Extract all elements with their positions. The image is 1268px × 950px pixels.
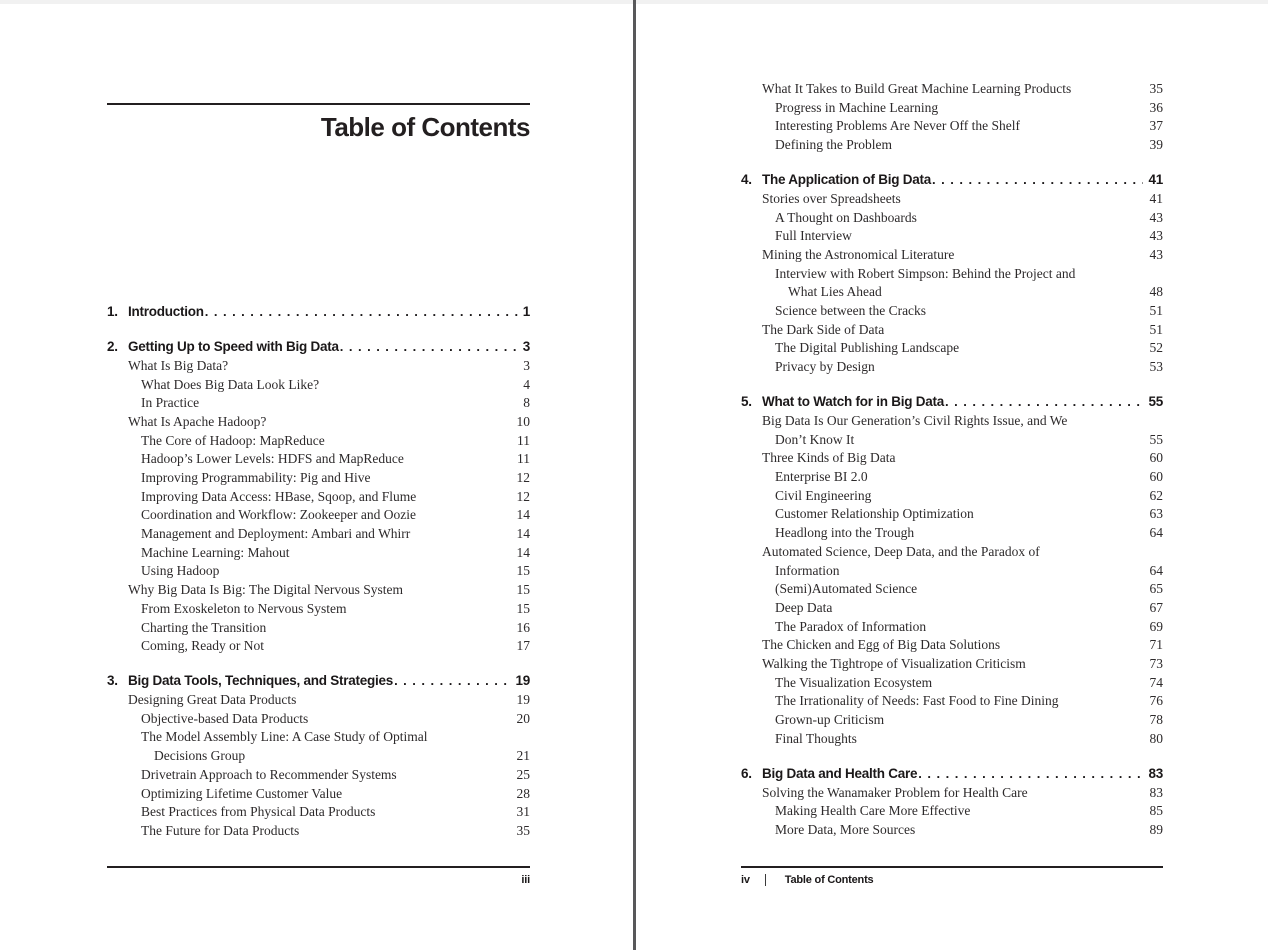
entry-title: Three Kinds of Big Data xyxy=(762,450,896,466)
entry-title: The Future for Data Products xyxy=(141,822,300,838)
toc-entry xyxy=(741,321,1163,340)
entry-page-number: 12 xyxy=(516,488,530,504)
dot-leader xyxy=(394,672,510,691)
entry-page-number: 11 xyxy=(517,451,530,467)
entry-title: Progress in Machine Learning xyxy=(775,99,939,115)
entry-page-number: 8 xyxy=(523,395,530,411)
entry-title: Machine Learning: Mahout xyxy=(141,544,290,560)
entry-page-number: 3 xyxy=(523,357,530,373)
toc-chapter-entry xyxy=(741,765,1163,784)
left-page-footer xyxy=(107,866,530,886)
toc-entry xyxy=(107,394,530,413)
entry-page-number: 78 xyxy=(1149,712,1163,727)
entry-title: Objective-based Data Products xyxy=(141,710,309,726)
toc-entry xyxy=(107,432,530,451)
entry-title: Coordination and Workflow: Zookeeper and Oozie xyxy=(141,507,416,523)
entry-page-number: 43 xyxy=(1149,228,1163,244)
toc-entry xyxy=(741,487,1163,506)
entry-title: Best Practices from Physical Data Products xyxy=(141,804,376,820)
toc-entry xyxy=(741,339,1163,358)
entry-page-number: 64 xyxy=(1149,562,1163,578)
toc-entry xyxy=(741,136,1163,155)
toc-entry xyxy=(741,117,1163,136)
entry-page-number: 35 xyxy=(1149,81,1163,96)
entry-page-number: 55 xyxy=(1149,431,1163,447)
entry-title: Why Big Data Is Big: The Digital Nervous System xyxy=(128,582,403,598)
toc-entry xyxy=(107,413,530,432)
chapter-number: 6. xyxy=(741,765,752,781)
entry-page-number: 51 xyxy=(1149,303,1163,319)
entry-title: What Does Big Data Look Like? xyxy=(141,376,320,392)
chapter-number: 5. xyxy=(741,394,752,410)
entry-title: Science between the Cracks xyxy=(775,303,927,319)
toc-entries-right xyxy=(741,80,1163,840)
toc-entry xyxy=(107,822,530,841)
dot-leader xyxy=(340,338,518,357)
entry-title: Hadoop’s Lower Levels: HDFS and MapReduce xyxy=(141,451,404,467)
toc-entry xyxy=(741,599,1163,618)
entry-page-number: 15 xyxy=(516,563,530,579)
toc-entries-left xyxy=(107,303,530,841)
entry-title: Coming, Ready or Not xyxy=(141,638,264,654)
entry-title: The Model Assembly Line: A Case Study of Optimal xyxy=(141,729,428,745)
chapter-title: Big Data Tools, Techniques, and Strategies xyxy=(128,673,394,689)
toc-entry-line1 xyxy=(741,412,1163,431)
entry-page-number: 83 xyxy=(1149,784,1163,800)
entry-title: Walking the Tightrope of Visualization Criticism xyxy=(762,655,1026,671)
toc-entry xyxy=(741,730,1163,749)
entry-page-number: 14 xyxy=(516,507,530,523)
entry-title: Mining the Astronomical Literature xyxy=(762,247,955,262)
chapter-page-number: 3 xyxy=(522,339,530,355)
toc-entry xyxy=(107,691,530,710)
entry-page-number: 60 xyxy=(1149,469,1163,485)
toc-entry-line2 xyxy=(107,747,530,766)
footer-separator xyxy=(765,874,766,886)
dot-leader xyxy=(932,171,1143,190)
toc-entry xyxy=(107,710,530,729)
entry-page-number: 17 xyxy=(516,638,530,654)
entry-page-number: 71 xyxy=(1149,637,1163,653)
toc-entry-line1 xyxy=(107,728,530,747)
entry-page-number: 53 xyxy=(1149,359,1163,375)
chapter-page-number: 83 xyxy=(1148,765,1163,781)
dot-leader xyxy=(205,303,518,322)
toc-entry xyxy=(741,636,1163,655)
toc-entry xyxy=(107,544,530,563)
entry-page-number: 89 xyxy=(1149,821,1163,837)
entry-title: From Exoskeleton to Nervous System xyxy=(141,600,347,616)
chapter-title: Getting Up to Speed with Big Data xyxy=(128,339,339,355)
entry-title-continued: What Lies Ahead xyxy=(788,284,882,300)
entry-page-number: 51 xyxy=(1149,321,1163,337)
entry-title: A Thought on Dashboards xyxy=(775,209,917,225)
chapter-page-number: 19 xyxy=(515,673,530,689)
chapter-page-number: 55 xyxy=(1148,394,1163,410)
entry-title: The Chicken and Egg of Big Data Solutions xyxy=(762,637,1001,653)
entry-page-number: 69 xyxy=(1149,618,1163,634)
chapter-number: 4. xyxy=(741,172,752,188)
entry-title: What Is Big Data? xyxy=(128,357,229,373)
entry-page-number: 11 xyxy=(517,432,530,448)
entry-title-continued: Don’t Know It xyxy=(775,431,855,447)
toc-entry xyxy=(741,190,1163,209)
entry-title: The Core of Hadoop: MapReduce xyxy=(141,432,325,448)
entry-page-number: 80 xyxy=(1149,730,1163,746)
entry-page-number: 67 xyxy=(1149,599,1163,615)
entry-page-number: 28 xyxy=(516,785,530,801)
toc-entry xyxy=(741,209,1163,228)
toc-entry xyxy=(107,562,530,581)
entry-title: What Is Apache Hadoop? xyxy=(128,413,267,429)
toc-entry xyxy=(741,80,1163,99)
page-spread-divider xyxy=(633,0,636,950)
toc-entry xyxy=(107,450,530,469)
entry-page-number: 16 xyxy=(516,619,530,635)
entry-title: Using Hadoop xyxy=(141,563,220,579)
folio-left: iii xyxy=(521,874,530,886)
toc-entry xyxy=(107,619,530,638)
entry-page-number: 37 xyxy=(1149,118,1163,134)
entry-title: The Digital Publishing Landscape xyxy=(775,340,960,356)
toc-entry xyxy=(741,784,1163,803)
entry-page-number: 12 xyxy=(516,470,530,485)
entry-title: Privacy by Design xyxy=(775,359,875,375)
entry-title: Charting the Transition xyxy=(141,619,267,635)
toc-entry xyxy=(741,580,1163,599)
entry-page-number: 62 xyxy=(1149,487,1163,503)
entry-page-number: 31 xyxy=(516,804,530,820)
toc-entry xyxy=(107,357,530,376)
toc-entry xyxy=(107,785,530,804)
entry-title: Headlong into the Trough xyxy=(775,525,915,541)
toc-entry xyxy=(107,600,530,619)
toc-entry xyxy=(741,246,1163,265)
toc-entry xyxy=(107,803,530,822)
entry-title-continued: Decisions Group xyxy=(154,748,246,764)
right-page xyxy=(741,0,1163,950)
entry-title: Deep Data xyxy=(775,599,833,615)
toc-entry xyxy=(107,637,530,656)
toc-entry xyxy=(741,524,1163,543)
entry-title: Management and Deployment: Ambari and Whirr xyxy=(141,526,411,542)
entry-title: In Practice xyxy=(141,395,200,411)
toc-title-block xyxy=(107,103,530,143)
entry-title: The Visualization Ecosystem xyxy=(775,674,933,690)
chapter-page-number: 1 xyxy=(522,304,530,319)
toc-entry-line1 xyxy=(741,265,1163,284)
toc-entry xyxy=(741,711,1163,730)
toc-entry xyxy=(741,358,1163,377)
entry-page-number: 19 xyxy=(516,692,530,708)
entry-title: More Data, More Sources xyxy=(775,821,916,837)
folio-right: iv xyxy=(741,874,750,886)
entry-title: Interesting Problems Are Never Off the Shelf xyxy=(775,118,1020,134)
toc-entry xyxy=(107,488,530,507)
toc-chapter-entry xyxy=(107,672,530,691)
toc-entry-line2 xyxy=(741,562,1163,581)
entry-page-number: 73 xyxy=(1149,655,1163,671)
toc-entry xyxy=(107,581,530,600)
toc-entry xyxy=(741,468,1163,487)
toc-entry xyxy=(741,692,1163,711)
toc-entry xyxy=(741,821,1163,840)
entry-title: Improving Programmability: Pig and Hive xyxy=(141,470,371,485)
entry-title: Grown-up Criticism xyxy=(775,712,885,727)
chapter-title: What to Watch for in Big Data xyxy=(762,394,944,410)
left-page xyxy=(107,0,530,950)
entry-title: Automated Science, Deep Data, and the Paradox of xyxy=(762,543,1040,559)
toc-entry xyxy=(741,227,1163,246)
entry-title: (Semi)Automated Science xyxy=(775,581,918,597)
entry-page-number: 10 xyxy=(516,413,530,429)
entry-page-number: 52 xyxy=(1149,340,1163,356)
entry-title: Designing Great Data Products xyxy=(128,692,297,708)
entry-page-number: 43 xyxy=(1149,247,1163,262)
entry-page-number: 15 xyxy=(516,582,530,598)
entry-page-number: 74 xyxy=(1149,674,1163,690)
entry-title-continued: Information xyxy=(775,562,840,578)
chapter-number: 2. xyxy=(107,339,118,355)
entry-page-number: 65 xyxy=(1149,581,1163,597)
entry-title: Drivetrain Approach to Recommender Systems xyxy=(141,766,397,782)
toc-entry xyxy=(741,655,1163,674)
toc-entry-line1 xyxy=(741,543,1163,562)
chapter-title: Introduction xyxy=(128,304,204,319)
toc-entry xyxy=(107,766,530,785)
toc-entry-line2 xyxy=(741,283,1163,302)
footer-running-title: Table of Contents xyxy=(784,874,874,886)
entry-title: Customer Relationship Optimization xyxy=(775,506,974,522)
entry-title: Improving Data Access: HBase, Sqoop, and Flume xyxy=(141,488,417,504)
entry-page-number: 21 xyxy=(516,748,530,764)
toc-entry xyxy=(741,302,1163,321)
entry-page-number: 36 xyxy=(1149,99,1163,115)
toc-chapter-entry xyxy=(741,393,1163,412)
entry-title: Optimizing Lifetime Customer Value xyxy=(141,785,343,801)
toc-entry xyxy=(107,469,530,488)
entry-page-number: 25 xyxy=(516,766,530,782)
toc-chapter-entry xyxy=(107,303,530,322)
entry-title: Defining the Problem xyxy=(775,137,892,153)
entry-page-number: 85 xyxy=(1149,803,1163,819)
entry-title: Full Interview xyxy=(775,228,852,244)
entry-title: Stories over Spreadsheets xyxy=(762,190,901,206)
entry-page-number: 41 xyxy=(1149,190,1163,206)
entry-page-number: 76 xyxy=(1149,693,1163,709)
toc-entry xyxy=(741,618,1163,637)
entry-page-number: 48 xyxy=(1149,284,1163,300)
toc-entry xyxy=(741,449,1163,468)
toc-entry xyxy=(107,525,530,544)
chapter-title: The Application of Big Data xyxy=(762,172,932,188)
entry-title: Making Health Care More Effective xyxy=(775,803,971,819)
entry-title: Solving the Wanamaker Problem for Health Care xyxy=(762,784,1028,800)
entry-title: The Paradox of Information xyxy=(775,618,927,634)
entry-title: Big Data Is Our Generation’s Civil Rights Issue, and We xyxy=(762,413,1068,428)
entry-page-number: 14 xyxy=(516,544,530,560)
chapter-title: Big Data and Health Care xyxy=(762,765,918,781)
entry-title: Civil Engineering xyxy=(775,487,872,503)
entry-page-number: 39 xyxy=(1149,137,1163,153)
entry-page-number: 20 xyxy=(516,710,530,726)
entry-title: Enterprise BI 2.0 xyxy=(775,469,868,485)
entry-page-number: 63 xyxy=(1149,506,1163,522)
entry-title: Final Thoughts xyxy=(775,730,857,746)
entry-page-number: 35 xyxy=(516,822,530,838)
entry-title: Interview with Robert Simpson: Behind the Project and xyxy=(775,265,1076,281)
entry-title: The Irrationality of Needs: Fast Food to Fine Dining xyxy=(775,693,1059,709)
toc-entry xyxy=(741,505,1163,524)
toc-entry xyxy=(107,506,530,525)
entry-page-number: 64 xyxy=(1149,525,1163,541)
toc-entry xyxy=(107,376,530,395)
toc-entry xyxy=(741,802,1163,821)
toc-entry-line2 xyxy=(741,431,1163,450)
entry-page-number: 43 xyxy=(1149,209,1163,225)
page-title: Table of Contents xyxy=(320,112,530,142)
dot-leader xyxy=(918,765,1143,784)
chapter-page-number: 41 xyxy=(1148,172,1163,188)
entry-title: What It Takes to Build Great Machine Learning Products xyxy=(762,81,1072,96)
entry-page-number: 14 xyxy=(516,526,530,542)
dot-leader xyxy=(945,393,1143,412)
toc-chapter-entry xyxy=(741,171,1163,190)
toc-entry xyxy=(741,99,1163,118)
right-page-footer xyxy=(741,866,1163,886)
entry-page-number: 60 xyxy=(1149,450,1163,466)
chapter-number: 3. xyxy=(107,673,118,689)
entry-page-number: 4 xyxy=(523,376,530,392)
entry-page-number: 15 xyxy=(516,600,530,616)
chapter-number: 1. xyxy=(107,304,118,319)
entry-title: The Dark Side of Data xyxy=(762,321,885,337)
toc-chapter-entry xyxy=(107,338,530,357)
toc-entry xyxy=(741,674,1163,693)
